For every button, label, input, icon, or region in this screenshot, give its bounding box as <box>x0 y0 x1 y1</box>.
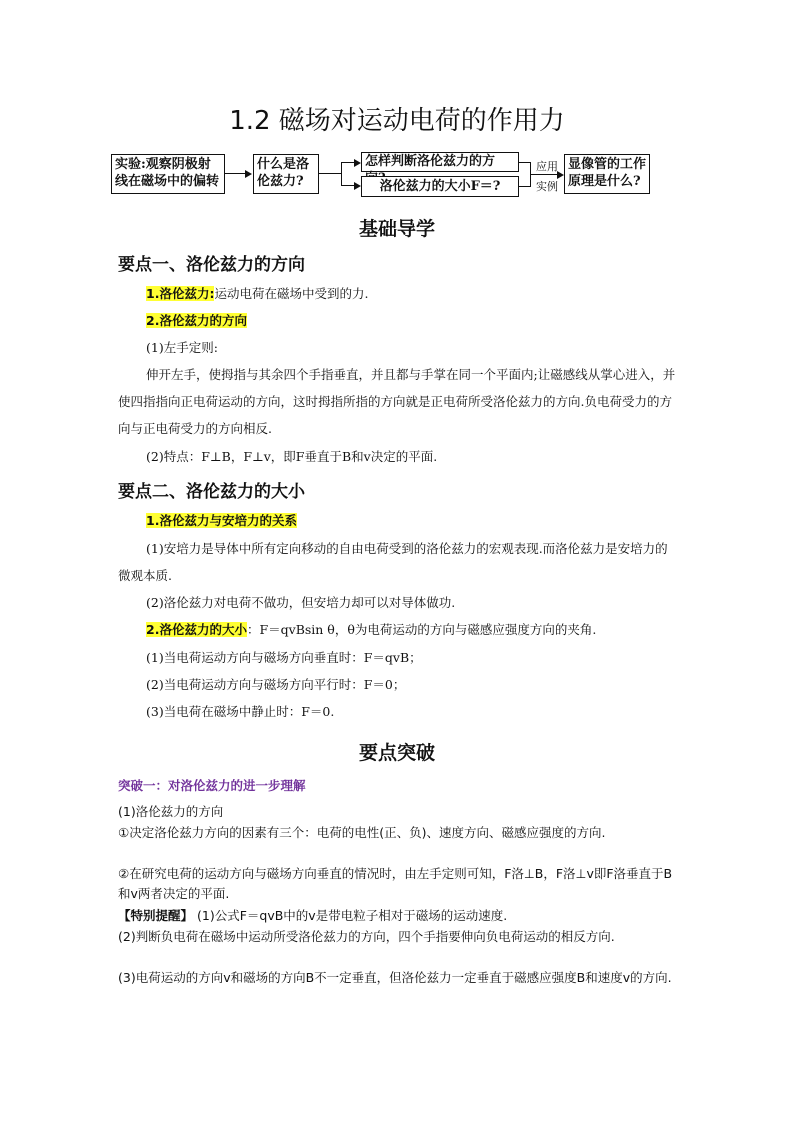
breakthrough-sub1: (1)洛伦兹力的方向 <box>118 804 224 819</box>
flow-connector <box>225 173 247 174</box>
flow-box-what-is-text: 什么是洛伦兹力? <box>257 157 310 189</box>
point2-case3: (3)当电荷在磁场中静止时：F＝0. <box>146 704 335 719</box>
point1-item1-text: 运动电荷在磁场中受到的力. <box>214 286 369 301</box>
point1-item1 <box>146 280 368 307</box>
point2-case2: (2)当电荷运动方向与磁场方向平行时：F＝0； <box>146 677 406 692</box>
point1-title: 要点一、洛伦兹力的方向 <box>118 255 305 275</box>
point2-item2-label: 2.洛伦兹力的大小 <box>146 622 247 637</box>
breakthrough-title: 突破一：对洛伦兹力的进一步理解 <box>118 778 306 793</box>
flow-box-tube-text: 显像管的工作原理是什么? <box>568 157 647 189</box>
point2-item2 <box>146 616 596 643</box>
flow-arrow <box>354 159 361 167</box>
flow-box-experiment-text: 实验:观察阴极射线在磁场中的偏转 <box>115 157 220 189</box>
breakthrough-circle2: ②在研究电荷的运动方向与磁场方向垂直的情况时，由左手定则可知，F洛⊥B，F洛⊥v即F洛垂直于B和v两者决定的平面. <box>118 866 673 901</box>
page-title: 1.2 磁场对运动电荷的作用力 <box>229 106 565 136</box>
flow-connector <box>341 162 355 163</box>
flow-box-direction <box>361 152 519 172</box>
point1-sub2: (2)特点：F⊥B，F⊥v，即F垂直于B和v决定的平面. <box>146 449 438 464</box>
flow-arrow <box>245 170 252 178</box>
flow-connector <box>341 162 342 186</box>
breakthrough-note3: (3)电荷运动的方向v和磁场的方向B不一定垂直，但洛伦兹力一定垂直于磁感应强度B和速度v的方向. <box>118 970 672 985</box>
flow-box-direction-text: 怎样判断洛伦兹力的方 <box>365 154 496 169</box>
point2-title: 要点二、洛伦兹力的大小 <box>118 482 305 502</box>
flow-box-tube <box>564 154 650 194</box>
flow-box-magnitude-text: 洛伦兹力的大小F＝? <box>379 179 501 194</box>
point2-para2: (2)洛伦兹力对电荷不做功，但安培力却可以对导体做功. <box>146 595 456 610</box>
section-heading-breakthrough: 要点突破 <box>358 742 435 764</box>
flow-box-what-is <box>253 154 319 194</box>
flow-connector <box>519 186 530 187</box>
point2-item2-text: ：F＝qvBsin θ，θ为电荷运动的方向与磁感应强度方向的夹角. <box>246 622 597 637</box>
point2-item1 <box>146 507 297 534</box>
flow-connector <box>341 185 355 186</box>
flow-connector <box>519 162 530 163</box>
note-label: 【特别提醒】 <box>118 908 194 923</box>
breakthrough-note2: (2)判断负电荷在磁场中运动所受洛伦兹力的方向，四个手指要伸向负电荷运动的相反方向. <box>118 929 615 944</box>
point2-case1: (1)当电荷运动方向与磁场方向垂直时：F＝qvB； <box>146 650 422 665</box>
point2-item1-label: 1.洛伦兹力与安培力的关系 <box>146 513 297 528</box>
point1-item2-label: 2.洛伦兹力的方向 <box>146 313 247 328</box>
breakthrough-note1 <box>118 906 678 926</box>
flow-apply-label: 应用 <box>536 160 558 173</box>
flow-connector <box>319 173 341 174</box>
breakthrough-circle1: ①决定洛伦兹力方向的因素有三个：电荷的电性(正、负)、速度方向、磁感应强度的方向. <box>118 825 606 840</box>
point2-para1: (1)安培力是导体中所有定向移动的自由电荷受到的洛伦兹力的宏观表现.而洛伦兹力是安培力的微观本质. <box>118 541 668 583</box>
point1-item1-label: 1.洛伦兹力: <box>146 286 215 301</box>
section-heading-basics: 基础导学 <box>358 218 435 240</box>
flow-box-experiment <box>111 154 225 194</box>
note1-text: (1)公式F＝qvB中的v是带电粒子相对于磁场的运动速度. <box>193 908 508 923</box>
flow-example-label: 实例 <box>536 180 558 193</box>
flow-connector <box>531 174 559 175</box>
flow-arrow <box>557 171 564 179</box>
point1-item2 <box>146 307 247 334</box>
point1-sub1: (1)左手定则: <box>146 340 218 355</box>
point1-paragraph: 伸开左手，使拇指与其余四个手指垂直，并且都与手掌在同一个平面内;让磁感线从掌心进入，并使四指指向正电荷运动的方向，这时拇指所指的方向就是正电荷所受洛伦兹力的方向.负电荷受力的方向与正电荷受力的方向相反. <box>118 367 676 436</box>
flow-arrow <box>354 182 361 190</box>
flow-box-magnitude <box>361 176 519 197</box>
